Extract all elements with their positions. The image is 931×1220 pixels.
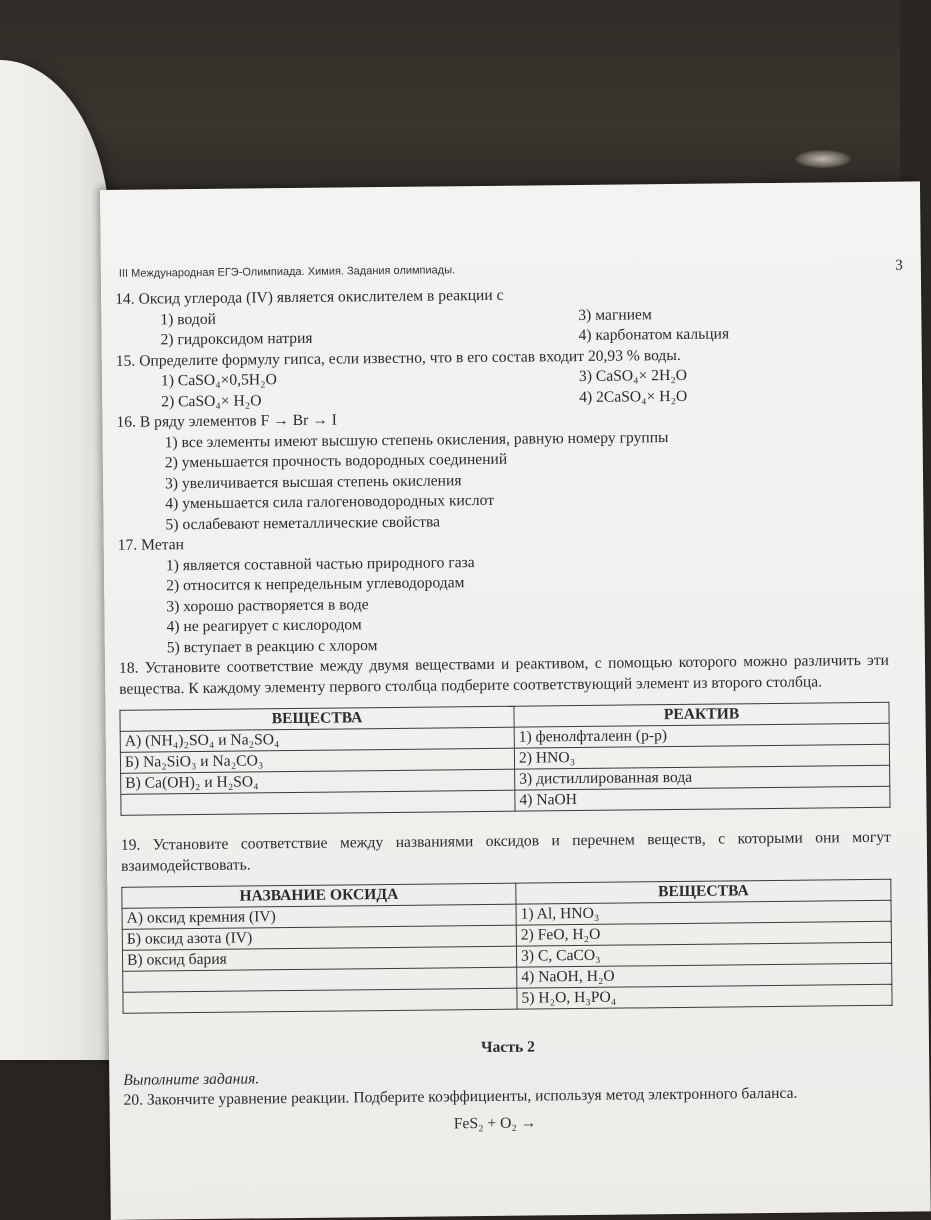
table-cell: 2) FeO, H₂O <box>516 921 891 946</box>
question-19: 19. Установите соответствие между названиями оксидов и перечнем веществ, с которыми они могут взаимодействовать. <box>120 828 891 875</box>
question-19-table <box>121 879 892 1014</box>
table-cell: 4) NaOH, H₂O <box>517 963 892 988</box>
ceiling-lamp <box>795 150 851 168</box>
table-cell: 1) фенолфталеин (р-р) <box>514 723 889 748</box>
option: 4) уменьшается сила галогеноводородных кислот <box>165 491 495 513</box>
table-cell: 3) C, CaCO₃ <box>516 942 891 967</box>
option: 4) карбонатом кальция <box>578 325 730 344</box>
question-15: 15. Определите формулу гипса, если известно, что в его состав входит 20,93 % воды. <box>115 346 681 370</box>
option: 2) уменьшается прочность водородных соединений <box>164 450 508 472</box>
exam-page <box>100 181 931 1220</box>
option: 2) относится к непредельным углеводородам <box>166 574 465 595</box>
option: 3) магнием <box>578 305 652 324</box>
table-cell: 5) H₂O, H₃PO₄ <box>517 984 892 1009</box>
column-header: ВЕЩЕСТВА <box>120 706 514 731</box>
table-cell: В) оксид бария <box>122 946 516 971</box>
question-18: 18. Установите соответствие между двумя веществами и реактивом, с помощью которого можно различить эти вещества. К каждому элементу первого столбца подберите соответствующий элемент из второго столбца. <box>118 651 890 698</box>
question-16: 16. В ряду элементов F → Br → I <box>116 411 337 431</box>
question-16-options <box>117 425 888 536</box>
option: 1) CaSO₄×0,5H₂O <box>160 371 277 390</box>
option: 1) водой <box>160 310 217 328</box>
table-cell: Б) оксид азота (IV) <box>122 925 516 950</box>
column-header: ВЕЩЕСТВА <box>516 879 891 904</box>
background <box>0 0 900 210</box>
option: 1) является составной частью природного газа <box>165 553 475 574</box>
page-content <box>115 282 894 1138</box>
question-17-options <box>118 548 889 659</box>
curled-previous-page <box>0 60 110 1060</box>
table-cell: А) (NH₄)₂SO₄ и Na₂SO₄ <box>120 727 514 752</box>
table-cell <box>123 988 517 1013</box>
option: 4) не реагирует с кислородом <box>166 616 362 636</box>
page-header: III Международная ЕГЭ-Олимпиада. Химия. Задания олимпиады. <box>118 264 456 280</box>
equation: FeS₂ + O₂ → <box>453 1113 537 1132</box>
column-header: НАЗВАНИЕ ОКСИДА <box>122 883 516 908</box>
question-14-options <box>115 302 885 351</box>
table-cell: А) оксид кремния (IV) <box>122 904 516 929</box>
table-cell: 4) NaOH <box>515 786 890 811</box>
question-15-options <box>116 364 886 413</box>
option: 3) хорошо растворяется в воде <box>166 595 369 615</box>
table-cell: 1) Al, HNO₃ <box>516 900 891 925</box>
option: 5) вступает в реакцию с хлором <box>166 636 378 656</box>
option: 2) гидроксидом натрия <box>160 329 313 349</box>
option: 5) ослабевают неметаллические свойства <box>165 512 441 533</box>
question-18-table <box>119 702 890 816</box>
table-cell: В) Ca(OH)₂ и H₂SO₄ <box>121 769 515 794</box>
option: 1) все элементы имеют высшую степень окисления, равную номеру группы <box>164 428 669 451</box>
option: 4) 2CaSO₄× H₂O <box>579 387 688 406</box>
option: 2) CaSO₄× H₂O <box>161 391 262 410</box>
option: 3) увеличивается высшая степень окисления <box>164 471 462 492</box>
question-14: 14. Оксид углерода (IV) является окислителем в реакции с <box>115 286 504 308</box>
table-cell <box>121 790 515 815</box>
part-2-title: Часть 2 <box>481 1038 535 1057</box>
part-2-instruction: Выполните задания. <box>123 1069 260 1089</box>
question-20: 20. Закончите уравнение реакции. Подберите коэффициенты, используя метод электронного баланса. <box>123 1084 798 1109</box>
table-cell: 3) дистиллированная вода <box>515 765 890 790</box>
table-cell: 2) HNO₃ <box>514 744 889 769</box>
column-header: РЕАКТИВ <box>514 702 889 727</box>
table-cell: Б) Na₂SiO₃ и Na₂CO₃ <box>120 748 514 773</box>
question-17: 17. Метан <box>117 536 185 554</box>
option: 3) CaSO₄× 2H₂O <box>578 366 688 385</box>
page-number: 3 <box>895 257 903 274</box>
